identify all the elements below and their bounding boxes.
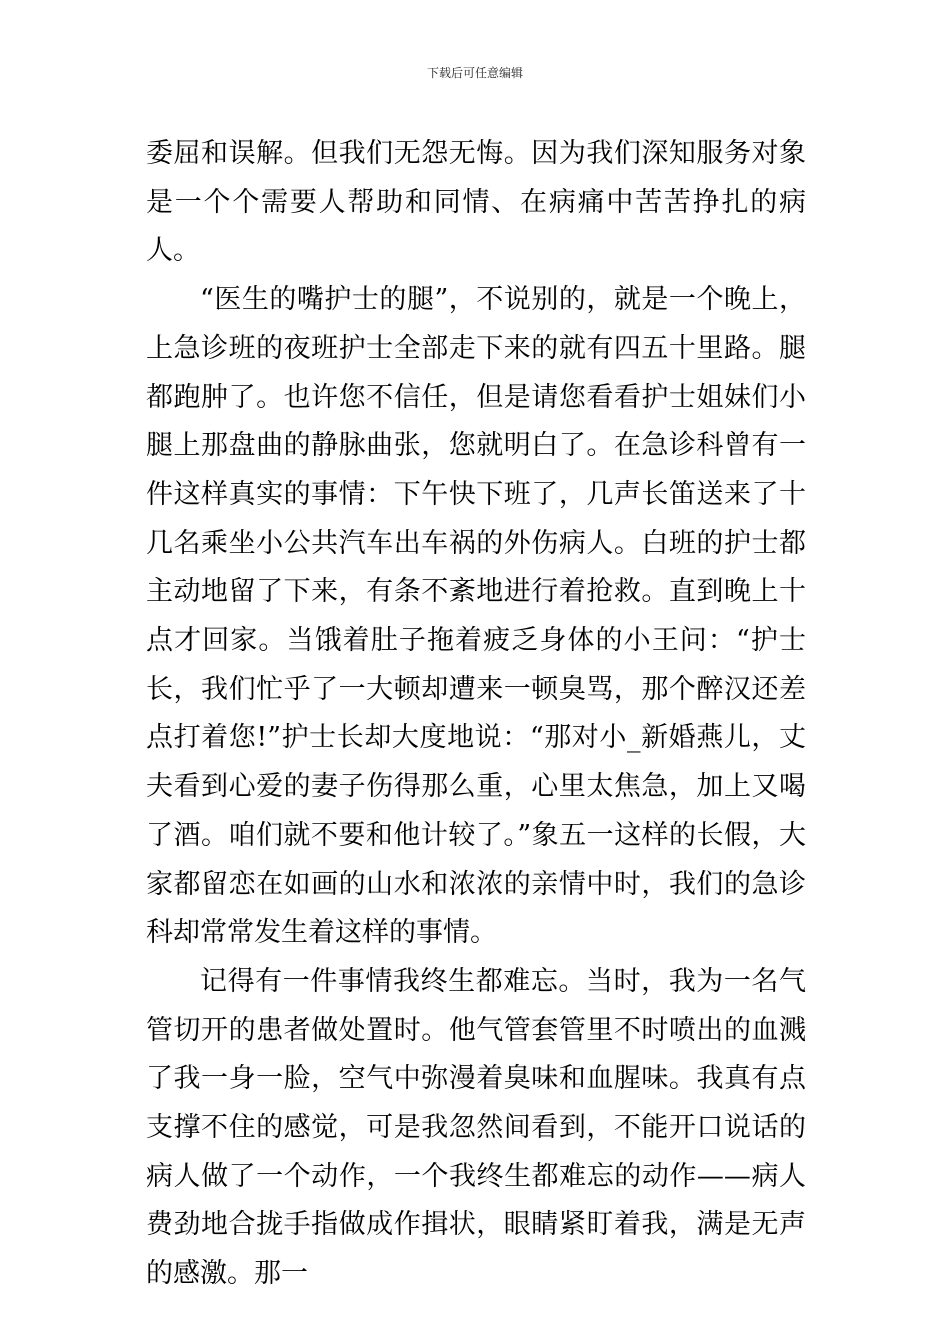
paragraph-3: 记得有一件事情我终生都难忘。当时，我为一名气管切开的患者做处置时。他气管套管里不时喷出的血溅了我一身一脸，空气中弥漫着臭味和血腥味。我真有点支撑不住的感觉，可是我忽然间看到，不能开口说话的病人做了一个动作，一个我终生都难忘的动作——病人费劲地合拢手指做成作揖状，眼睛紧盯着我，满是无声的感激。那一: [146, 965, 806, 1290]
paragraph-1: 委屈和误解。但我们无怨无悔。因为我们深知服务对象是一个个需要人帮助和同情、在病痛中苦苦挣扎的病人。: [146, 138, 806, 267]
page-header-note: 下载后可任意编辑: [426, 66, 523, 80]
paragraph-2: “医生的嘴护士的腿”，不说别的，就是一个晚上，上急诊班的夜班护士全部走下来的就有四五十里路。腿都跑肿了。也许您不信任，但是请您看看护士姐妹们小腿上那盘曲的静脉曲张，您就明白了。在急诊科曾有一件这样真实的事情：下午快下班了，几声长笛送来了十几名乘坐小公共汽车出车祸的外伤病人。白班的护士都主动地留了下来，有条不紊地进行着抢救。直到晚上十点才回家。当饿着肚子拖着疲乏身体的小王问：“护士长，我们忙乎了一大顿却遭来一顿臭骂，那个醉汉还差点打着您!”护士长却大度地说：“那对小_新婚燕儿，丈夫看到心爱的妻子伤得那么重，心里太焦急，加上又喝了酒。咱们就不要和他计较了。”象五一这样的长假，大家都留恋在如画的山水和浓浓的亲情中时，我们的急诊科却常常发生着这样的事情。: [146, 284, 806, 949]
document-body: [146, 130, 806, 1299]
